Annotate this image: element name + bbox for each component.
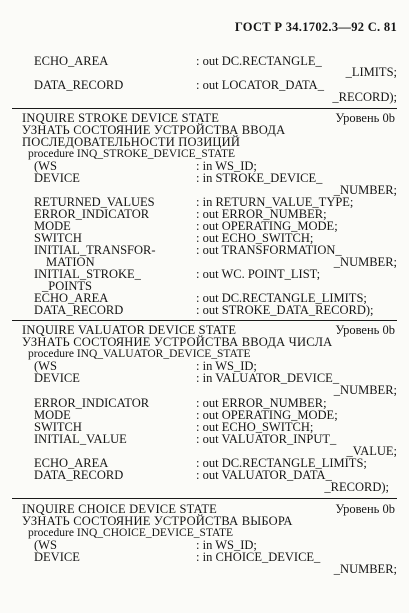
param-error-indicator-label: ERROR_INDICATOR: [34, 396, 150, 410]
valuator-title-ru: УЗНАТЬ СОСТОЯНИЕ УСТРОЙСТВА ВВОДА ЧИСЛА: [22, 335, 333, 349]
param-initial-stroke-label-cont: _POINTS: [42, 279, 93, 293]
param-error-indicator-label: ERROR_INDICATOR: [34, 207, 150, 221]
param-returned-values-type: : in RETURN_VALUE_TYPE;: [196, 195, 354, 209]
param-initial-transformation-type: : out TRANSFORMATION_: [196, 243, 342, 257]
param-mode-label: MODE: [34, 219, 71, 233]
stroke-procedure: procedure INQ_STROKE_DEVICE_STATE: [28, 148, 235, 160]
param-initial-transformation-label: INITIAL_TRANSFOR-: [34, 243, 156, 257]
param-device-label: DEVICE: [34, 171, 80, 185]
param-device-label: DEVICE: [34, 371, 80, 385]
param-device-label: DEVICE: [34, 550, 80, 564]
section-divider: [12, 498, 397, 499]
stroke-title-ru-2: ПОСЛЕДОВАТЕЛЬНОСТИ ПОЗИЦИЙ: [22, 135, 241, 149]
param-echo-area-label: ECHO_AREA: [34, 456, 109, 470]
valuator-level: Уровень 0b: [335, 323, 395, 337]
param-switch-type: : out ECHO_SWITCH;: [196, 231, 314, 245]
param-mode-type: : out OPERATING_MODE;: [196, 408, 338, 422]
param-error-indicator-type: : out ERROR_NUMBER;: [196, 396, 327, 410]
data-record-type-cont: _RECORD);: [332, 90, 397, 104]
param-ws-label: (WS: [34, 159, 57, 173]
param-device-type-cont: _NUMBER;: [333, 183, 397, 197]
param-ws-type: : in WS_ID;: [196, 159, 257, 173]
valuator-title: INQUIRE VALUATOR DEVICE STATE: [22, 323, 237, 337]
param-initial-value-label: INITIAL_VALUE: [34, 432, 127, 446]
param-echo-area-type: : out DC.RECTANGLE_LIMITS;: [196, 291, 367, 305]
param-data-record-label: DATA_RECORD: [34, 468, 124, 482]
param-initial-transformation-type-cont: _NUMBER;: [333, 255, 397, 269]
param-mode-label: MODE: [34, 408, 71, 422]
valuator-procedure: procedure INQ_VALUATOR_DEVICE_STATE: [28, 348, 251, 360]
param-initial-stroke-type: : out WC. POINT_LIST;: [196, 267, 321, 281]
echo-area-type: : out DC.RECTANGLE_: [196, 54, 322, 68]
param-device-type: : in VALUATOR_DEVICE_: [196, 371, 340, 385]
param-data-record-type: : out STROKE_DATA_RECORD);: [196, 303, 374, 317]
section-divider: [12, 108, 397, 109]
param-ws-type: : in WS_ID;: [196, 359, 257, 373]
param-device-type: : in CHOICE_DEVICE_: [196, 550, 321, 564]
param-ws-type: : in WS_ID;: [196, 538, 257, 552]
param-returned-values-label: RETURNED_VALUES: [34, 195, 155, 209]
stroke-title: INQUIRE STROKE DEVICE STATE: [22, 111, 220, 125]
param-echo-area-type: : out DC.RECTANGLE_LIMITS;: [196, 456, 367, 470]
param-switch-type: : out ECHO_SWITCH;: [196, 420, 314, 434]
choice-title: INQUIRE CHOICE DEVICE STATE: [22, 502, 218, 516]
section-divider: [12, 320, 397, 321]
param-device-type: : in STROKE_DEVICE_: [196, 171, 323, 185]
param-echo-area-label: ECHO_AREA: [34, 291, 109, 305]
param-switch-label: SWITCH: [34, 231, 82, 245]
stroke-level: Уровень 0b: [335, 111, 395, 125]
choice-procedure: procedure INQ_CHOICE_DEVICE_STATE: [28, 527, 234, 539]
data-record-type: : out LOCATOR_DATA_: [196, 78, 324, 92]
param-data-record-label: DATA_RECORD: [34, 303, 124, 317]
param-ws-label: (WS: [34, 359, 57, 373]
choice-title-ru: УЗНАТЬ СОСТОЯНИЕ УСТРОЙСТВА ВЫБОРА: [22, 514, 293, 528]
param-switch-label: SWITCH: [34, 420, 82, 434]
echo-area-label: ECHO_AREA: [34, 54, 109, 68]
param-ws-label: (WS: [34, 538, 57, 552]
param-initial-transformation-label-cont: MATION: [46, 255, 95, 269]
param-initial-value-type-cont: _VALUE;: [346, 444, 397, 458]
data-record-label: DATA_RECORD: [34, 78, 124, 92]
stroke-title-ru-1: УЗНАТЬ СОСТОЯНИЕ УСТРОЙСТВА ВВОДА: [22, 123, 286, 137]
param-initial-value-type: : out VALUATOR_INPUT_: [196, 432, 337, 446]
param-mode-type: : out OPERATING_MODE;: [196, 219, 338, 233]
param-device-type-cont: _NUMBER;: [333, 383, 397, 397]
param-error-indicator-type: : out ERROR_NUMBER;: [196, 207, 327, 221]
choice-level: Уровень 0b: [335, 502, 395, 516]
echo-area-type-cont: _LIMITS;: [345, 65, 397, 79]
param-device-type-cont: _NUMBER;: [333, 562, 397, 576]
param-data-record-type-cont: _RECORD);: [324, 480, 389, 494]
page-header: ГОСТ Р 34.1702.3—92 С. 81: [234, 20, 397, 34]
param-data-record-type: : out VALUATOR_DATA_: [196, 468, 332, 482]
param-initial-stroke-label: INITIAL_STROKE_: [34, 267, 141, 281]
